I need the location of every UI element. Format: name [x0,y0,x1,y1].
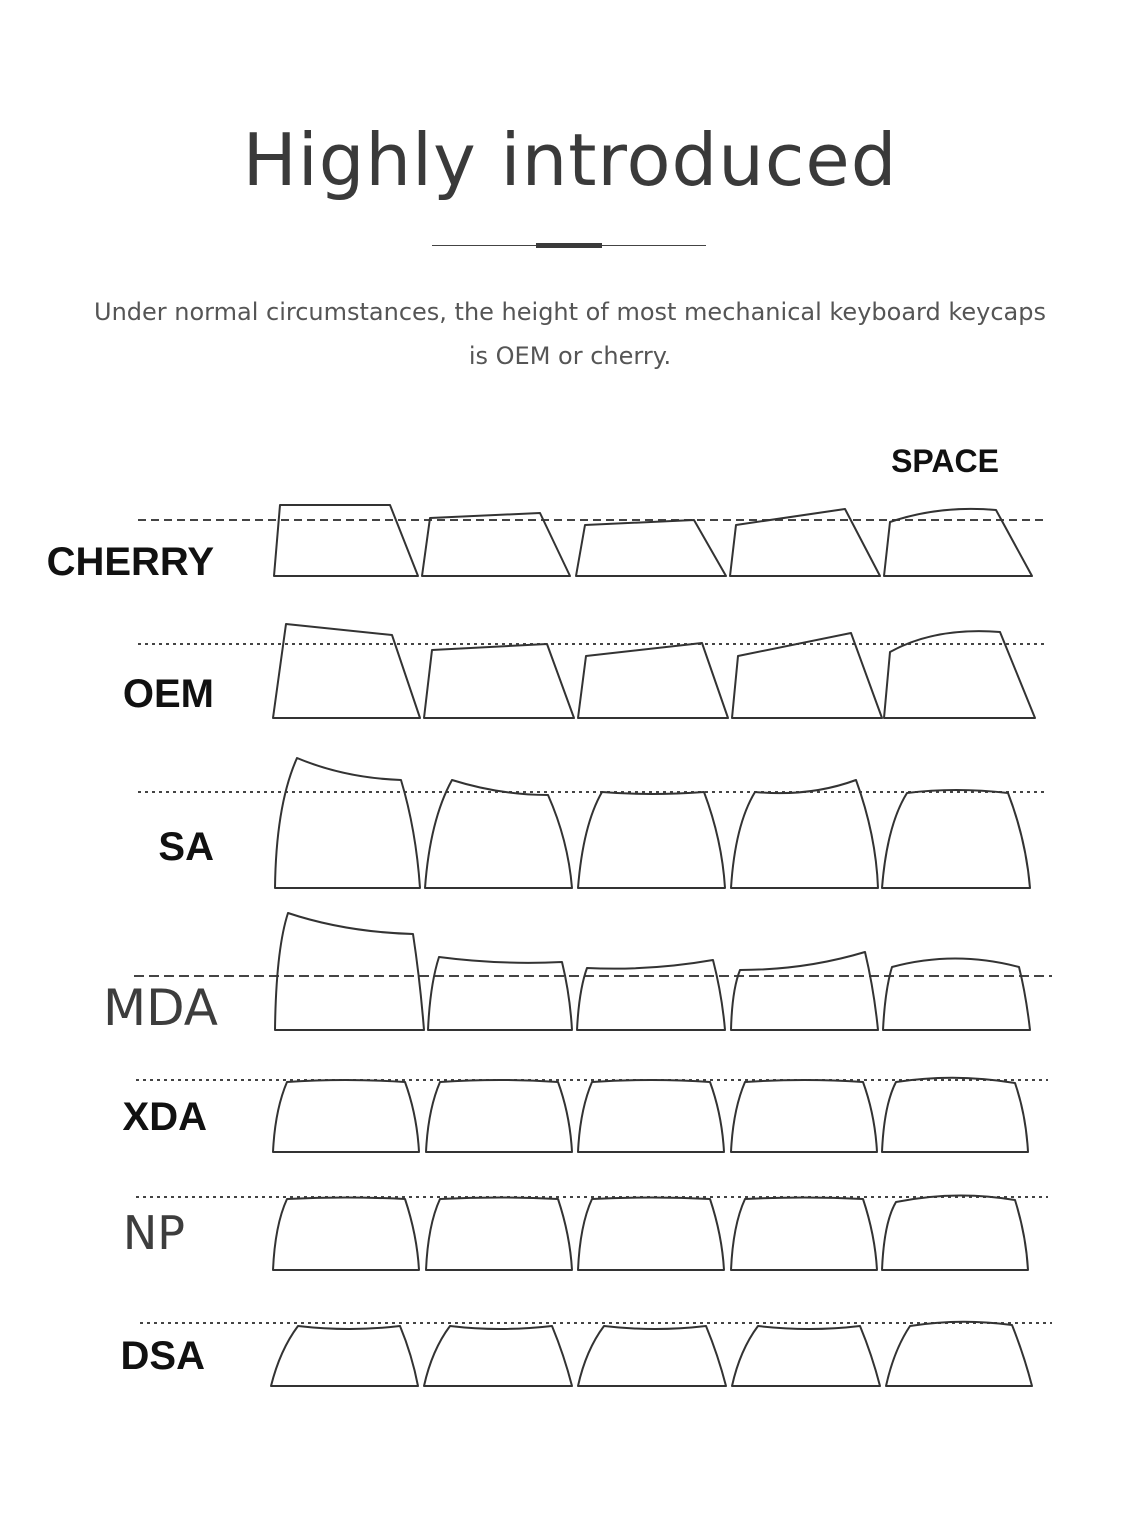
profile-row-oem [123,624,1048,718]
keycap-outline [578,1198,724,1271]
profile-label: MDA [103,979,218,1037]
page-description: Under normal circumstances, the height of most mechanical keyboard keycaps is OEM or cherry. [94,298,1046,370]
keycap-outline [882,1195,1028,1270]
keycap-outline [275,913,424,1030]
keycap-outline [273,624,420,718]
profile-row-cherry [47,505,1048,584]
keycap-outline [731,1080,877,1152]
keycap-outline [426,1080,572,1152]
space-column-label: SPACE [891,443,999,479]
profile-label: OEM [122,672,214,716]
keycap-outline [424,644,574,718]
keycap-outline [732,1326,880,1386]
keycap-outline [883,959,1030,1031]
profile-row-np [123,1195,1048,1270]
profile-row-xda [123,1078,1048,1152]
keycap-outline [731,1198,877,1271]
profile-row-dsa [121,1322,1052,1386]
keycap-outline [578,792,725,888]
keycap-outline [422,513,570,576]
profile-label: NP [122,1206,185,1260]
keycap-outline [578,643,728,718]
keycap-outline [731,780,878,888]
keycap-outline [426,1198,572,1271]
keycap-outline [578,1080,724,1152]
keycap-outline [273,1080,419,1152]
keycap-outline [886,1322,1032,1386]
keycap-outline [271,1326,418,1386]
keycap-outline [577,960,725,1030]
profile-label: DSA [120,1334,205,1378]
keycap-outline [275,758,420,888]
keycap-outline [882,790,1030,888]
keycap-outline [732,633,882,718]
keycap-outline [274,505,418,576]
keycap-outline [424,1326,572,1386]
keycap-outline [882,1078,1028,1152]
keycap-outline [576,520,726,576]
keycap-outline [731,952,878,1030]
profile-label: CHERRY [46,540,214,584]
keycap-outline [578,1326,726,1386]
profile-row-sa [138,758,1048,888]
profile-label: XDA [122,1095,207,1139]
keycap-outline [884,509,1032,576]
page-title: Highly introduced [242,118,898,202]
keycap-outline [273,1198,419,1271]
profile-row-mda [103,913,1052,1037]
profile-label: SA [158,825,214,869]
keycap-outline [428,957,572,1030]
keycap-outline [425,780,572,888]
